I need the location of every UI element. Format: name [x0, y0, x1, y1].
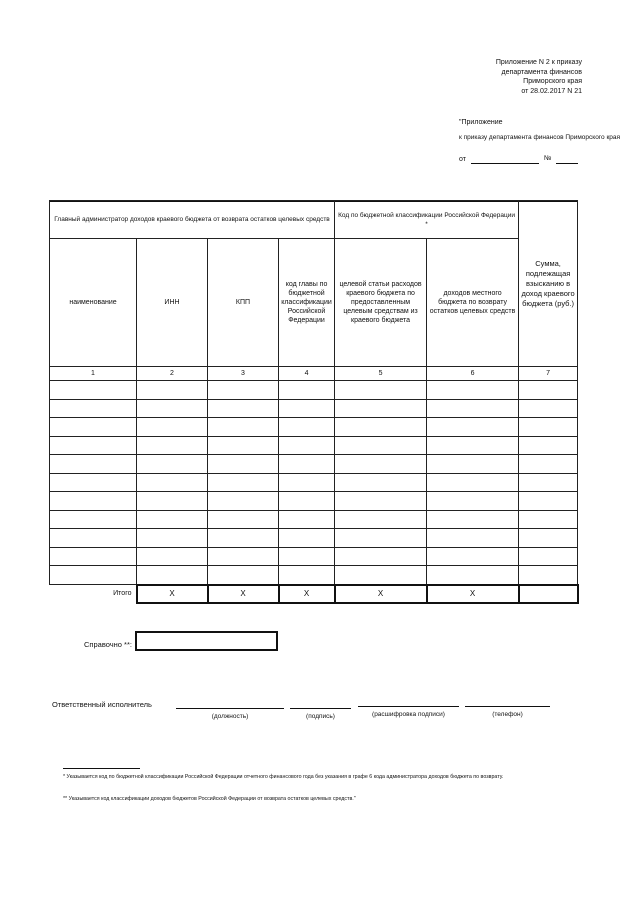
date-underline	[471, 163, 539, 164]
group-header-right: Код по бюджетной классификации Российской Федерации *	[335, 201, 519, 239]
data-rows	[50, 381, 578, 585]
signature-caption: (подпись)	[306, 713, 335, 720]
number-underline	[556, 163, 578, 164]
table-row	[50, 436, 578, 455]
table-row	[50, 547, 578, 566]
total-cell: X	[208, 585, 279, 603]
total-cell: X	[427, 585, 519, 603]
col-header-5: целевой статьи расходов краевого бюджета по предоставленным целевым средствам из краевого бюджета	[335, 239, 427, 367]
table-row	[50, 529, 578, 548]
footnote-2: ** Указывается код классификации доходов бюджетов Российской Федерации от возврата остатков целевых средств."	[63, 796, 356, 802]
col-header-6: доходов местного бюджета по возврату остатков целевых средств	[427, 239, 519, 367]
prilozhenie-line1: "Приложение	[459, 119, 503, 126]
table-row	[50, 381, 578, 400]
table-row	[50, 399, 578, 418]
col-number: 4	[279, 367, 335, 381]
phone-line[interactable]	[465, 706, 550, 707]
report-table	[49, 200, 579, 604]
position-caption: (должность)	[211, 713, 249, 720]
table-row	[50, 566, 578, 585]
col-header-2: ИНН	[137, 239, 208, 367]
appendix-line: Приложение N 2 к приказу	[495, 59, 582, 66]
table-row	[50, 455, 578, 474]
col-number: 1	[50, 367, 137, 381]
total-cell: X	[335, 585, 427, 603]
col-number: 7	[519, 367, 578, 381]
phone-caption: (телефон)	[492, 711, 523, 718]
col-number: 5	[335, 367, 427, 381]
number-label: №	[544, 155, 552, 162]
table-row	[50, 473, 578, 492]
appendix-header	[382, 58, 582, 96]
signature-line[interactable]	[290, 708, 351, 709]
footnote-1: * Указывается код по бюджетной классификации Российской Федерации отчетного финансового года без указания в графе 6 кода администратора доходов бюджета по возврату.	[63, 774, 504, 780]
table-row	[50, 510, 578, 529]
prilozhenie-line2: к приказу департамента финансов Приморского края	[459, 134, 621, 141]
footnote-rule	[63, 768, 140, 769]
col-number: 6	[427, 367, 519, 381]
col-number: 3	[208, 367, 279, 381]
total-label: Итого	[113, 590, 132, 598]
appendix-line: департамента финансов	[501, 68, 582, 76]
total-row	[50, 585, 578, 603]
col-header-4: код главы по бюджетной классификации Российской Федерации	[279, 239, 335, 367]
col-number: 2	[137, 367, 208, 381]
total-cell: X	[279, 585, 335, 603]
col-header-7: Сумма, подлежащая взысканию в доход краевого бюджета (руб.)	[519, 201, 578, 367]
reference-box[interactable]	[135, 631, 278, 651]
appendix-line: Приморского края	[523, 78, 582, 85]
appendix-line: от 28.02.2017 N 21	[521, 87, 582, 95]
col-header-1: наименование	[50, 239, 137, 367]
table-row	[50, 418, 578, 437]
reference-label: Справочно **:	[84, 640, 132, 649]
signature-decode-caption: (расшифровка подписи)	[372, 711, 445, 718]
total-cell: X	[137, 585, 208, 603]
col-header-3: КПП	[208, 239, 279, 367]
signature-decode-line[interactable]	[358, 706, 459, 707]
table-row	[50, 492, 578, 511]
group-header-left: Главный администратор доходов краевого бюджета от возврата остатков целевых средств	[50, 201, 335, 239]
responsible-label: Ответственный исполнитель	[52, 700, 152, 709]
position-line[interactable]	[176, 708, 284, 709]
total-cell	[519, 585, 578, 603]
ot-label: от	[459, 156, 466, 163]
